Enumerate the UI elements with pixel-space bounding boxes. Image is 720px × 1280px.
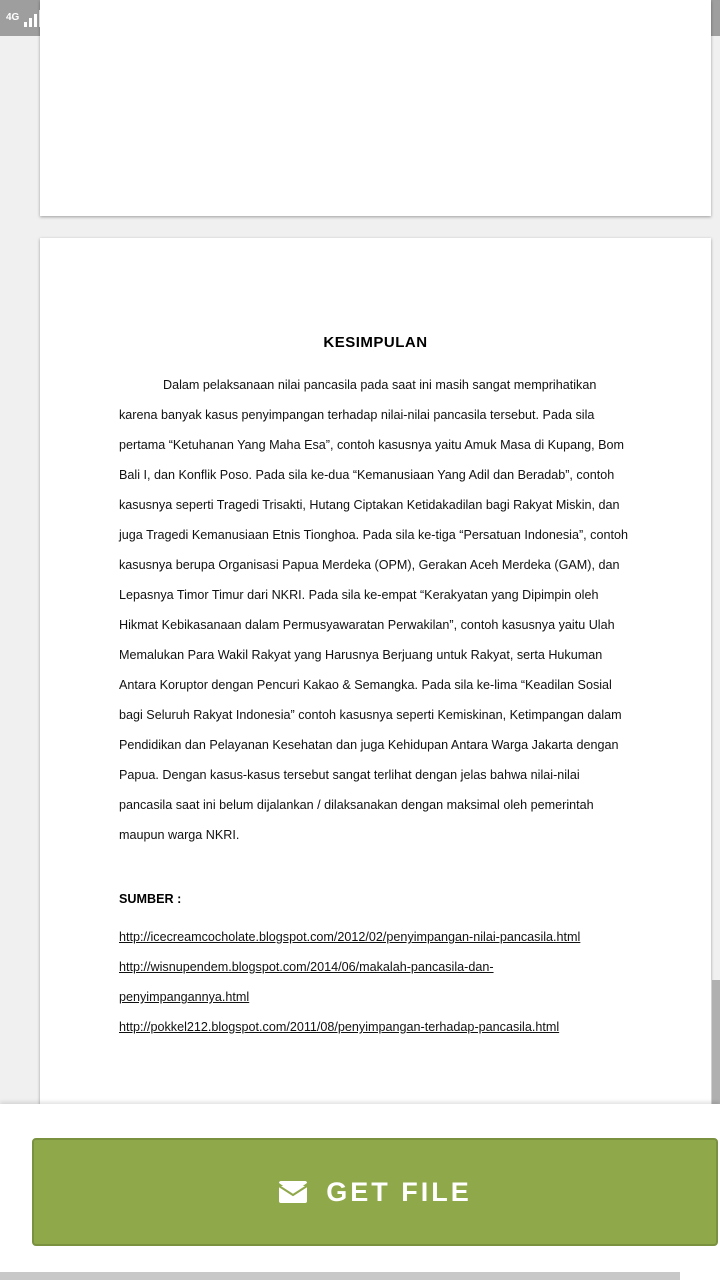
bottom-progress-strip	[0, 1272, 680, 1280]
document-page-previous	[40, 0, 711, 216]
source-link[interactable]: http://pokkel212.blogspot.com/2011/08/penyimpangan-terhadap-pancasila.html	[119, 1020, 560, 1034]
source-link[interactable]: http://icecreamcocholate.blogspot.com/2012/02/penyimpangan-nilai-pancasila.html	[119, 930, 581, 944]
sources-list	[119, 922, 639, 1042]
document-body-paragraph: Dalam pelaksanaan nilai pancasila pada saat ini masih sangat memprihatikan karena banyak kasus penyimpangan terhadap nilai-nilai pancasila tersebut. Pada sila pertama “Ketuhanan Yang Maha Esa”, contoh kasusnya yaitu Amuk Masa di Kupang, Bom Bali I, dan Konflik Poso. Pada sila ke-dua “Kemanusiaan Yang Adil dan Beradab”, contoh kasusnya seperti Tragedi Trisakti, Hutang Ciptakan Ketidakadilan bagi Rakyat Miskin, dan juga Tragedi Kemanusiaan Etnis Tionghoa. Pada sila ke-tiga “Persatuan Indonesia”, contoh kasusnya berupa Organisasi Papua Merdeka (OPM), Gerakan Aceh Merdeka (GAM), dan Lepasnya Timor Timur dari NKRI. Pada sila ke-empat “Kerakyatan yang Dipimpin oleh Hikmat Kebikasanaan dalam Permusyawaratan Perwakilan”, contoh kasusnya yaitu Ulah Memalukan Para Wakil Rakyat yang Harusnya Berjuang untuk Rakyat, serta Hukuman Antara Koruptor dengan Pencuri Kakao & Semangka. Pada sila ke-lima “Keadilan Sosial bagi Seluruh Rakyat Indonesia” contoh kasusnya seperti Kemiskinan, Ketimpangan dalam Pendidikan dan Pelayanan Kesehatan dan juga Kehidupan Antara Warga Jakarta dengan Papua. Dengan kasus-kasus tersebut sangat terlihat dengan jelas bahwa nilai-nilai pancasila saat ini belum dijalankan / dilaksanakan dengan maksimal oleh pemerintah maupun warga NKRI.	[119, 378, 628, 842]
bottom-action-bar	[0, 1104, 720, 1280]
document-title: KESIMPULAN	[323, 334, 428, 351]
document-page	[40, 238, 711, 1118]
envelope-icon	[278, 1180, 308, 1204]
scrollbar[interactable]	[712, 980, 720, 1108]
get-file-button[interactable]	[32, 1138, 718, 1246]
network-type: 4G	[6, 12, 20, 23]
source-link[interactable]: http://wisnupendem.blogspot.com/2014/06/makalah-pancasila-dan-	[119, 960, 494, 974]
sources-heading: SUMBER :	[119, 892, 182, 906]
get-file-label: GET FILE	[326, 1176, 472, 1207]
source-link[interactable]: penyimpangannya.html	[119, 990, 250, 1004]
